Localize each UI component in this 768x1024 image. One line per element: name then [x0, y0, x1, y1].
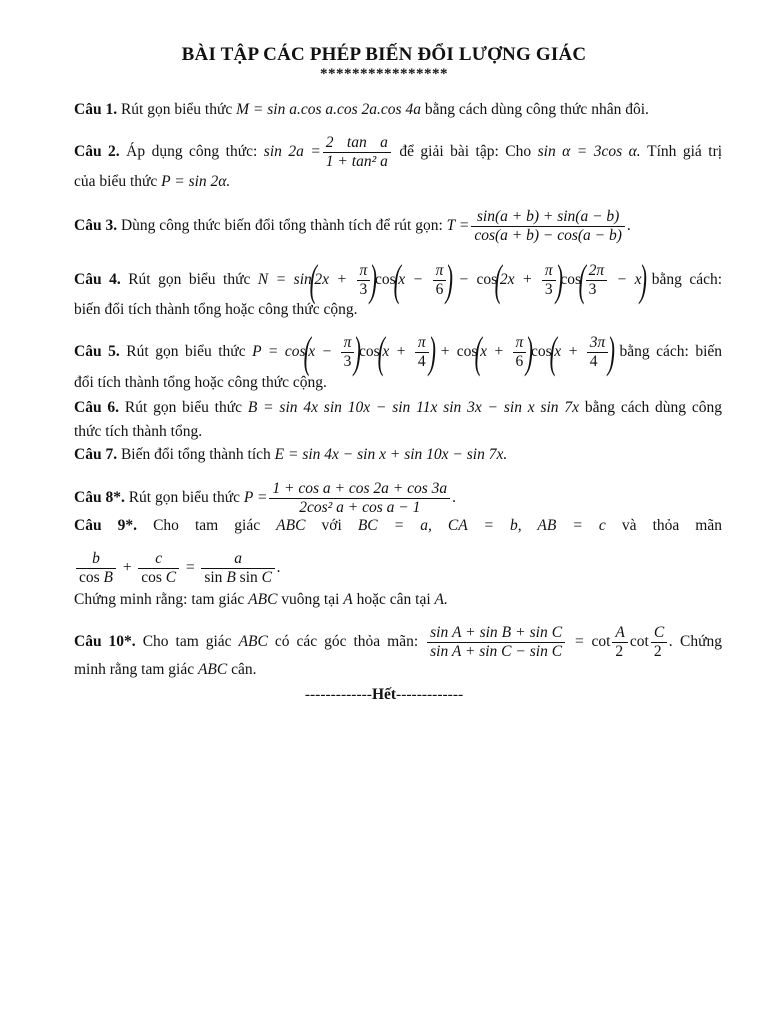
formula-condition: $\frac{b}{\text{cos B}}$ + $\frac{c}{\text{cos C}}$ = $\frac{a}{\text{sin B sin C}}$ .	[74, 559, 281, 576]
question-9: Câu 9*. Cho tam giác ABC với BC = a, CA = b, AB = c và thỏa mãn	[74, 517, 722, 534]
fraction: $\frac{\text{2 tan a}}{\text{1 + tan² a}}$	[323, 134, 391, 171]
formula-b: B = sin 4x sin 10x − sin 11x sin 3x − sin x sin 7x	[247, 399, 580, 416]
question-label: Câu 2.	[74, 143, 120, 161]
question-label: Câu 9*.	[74, 517, 137, 534]
question-10: Câu 10*. Cho tam giác ABC có các góc thỏa mãn: $\frac{\text{sin A + sin B + sin C}}{\text{sin A + sin C − sin C}}$ = cot $\frac{A}{2}$ cot $\frac{C}{2}$ . Chứng	[74, 624, 723, 660]
formula-e: E = sin 4x − sin x + sin 10x − sin 7x.	[274, 446, 508, 463]
question-label: Câu 4.	[74, 271, 121, 289]
question-label: Câu 5.	[74, 343, 120, 361]
question-8: Câu 8*. Rút gọn biểu thức P = $\frac{\text{1 + cos a + cos 2a + cos 3a}}{\text{2cos² a + cos a − 1}}$ .	[74, 480, 457, 516]
formula-angles: $\frac{\text{sin A + sin B + sin C}}{\text{sin A + sin C − sin C}}$ = cot $\frac{A}{2}$ cot $\frac{C}{2}$ .	[425, 633, 673, 650]
question-5: Câu 5. Rút gọn biểu thức P = cos(x − $\frac{\pi}{3}$ )cos(x + $\frac{\pi}{4}$ ) + cos(x + $\frac{\pi}{6}$ )cos(x + $\frac{3\pi}{4}$ ) bằng cách: biến	[74, 327, 723, 377]
question-10-cont: minh rằng tam giác ABC cân.	[74, 661, 257, 678]
page-title: BÀI TẬP CÁC PHÉP BIẾN ĐỔI LƯỢNG GIÁC	[181, 44, 587, 65]
question-label: Câu 1.	[74, 101, 118, 118]
question-6-cont: thức tích thành tổng.	[74, 423, 203, 440]
formula-m: M = sin a.cos a.cos 2a.cos 4a	[236, 101, 421, 118]
question-1: Câu 1. Rút gọn biểu thức M = sin a.cos a.cos 2a.cos 4a bằng cách dùng công thức nhân đôi.	[74, 101, 649, 118]
question-3: Câu 3. Dùng công thức biến đổi tổng thành tích để rút gọn: T = $\frac{\sin(a + b) + \sin(a - b)}{\cos(a + b) - \cos(a - b)}$ .	[74, 208, 631, 244]
question-2: Câu 2. Áp dụng công thức: sin 2a = $\frac{\text{2 tan a}}{\text{1 + tan² a}}$ để giải bài tập: Cho sin α = 3cos α. Tính giá trị	[74, 134, 723, 170]
question-5-cont: đổi tích thành tổng hoặc công thức cộng.	[74, 374, 327, 391]
question-label: Câu 3.	[74, 217, 118, 235]
question-9-cont: Chứng minh rằng: tam giác ABC vuông tại A hoặc cân tại A.	[74, 591, 448, 608]
formula-p: P = cos(x − $\frac{\pi}{3}$ )cos(x + $\frac{\pi}{4}$ ) + cos(x + $\frac{\pi}{6}$ )cos(x + $\frac{3\pi}{4}$ )	[252, 327, 616, 377]
question-7: Câu 7. Biến đổi tổng thành tích E = sin 4x − sin x + sin 10x − sin 7x.	[74, 446, 508, 463]
question-label: Câu 8*.	[74, 489, 125, 507]
question-label: Câu 7.	[74, 446, 118, 463]
question-label: Câu 10*.	[74, 633, 136, 651]
end-marker: -------------Hết-------------	[304, 686, 464, 703]
question-2-cont: của biểu thức P = sin 2α.	[74, 173, 231, 190]
question-4: Câu 4. Rút gọn biểu thức N = sin(2x + $\frac{\pi}{3}$ )cos(x − $\frac{\pi}{6}$ ) − cos(2x + $\frac{\pi}{3}$ )cos( $\frac{2\pi}{3}$ − x) bằng cách:	[74, 255, 723, 305]
question-4-cont: biến đổi tích thành tổng hoặc công thức cộng.	[74, 301, 358, 318]
question-9-formula	[74, 550, 722, 587]
fraction: $\frac{\text{1 + cos a + cos 2a + cos 3a}}{\text{2cos² a + cos a − 1}}$	[269, 480, 450, 517]
fraction: $\frac{\sin(a + b) + \sin(a - b)}{\cos(a + b) - \cos(a - b)}$	[471, 208, 625, 245]
question-label: Câu 6.	[74, 399, 120, 416]
title-underline-stars: ****************	[320, 66, 448, 82]
question-6: Câu 6. Rút gọn biểu thức B = sin 4x sin 10x − sin 11x sin 3x − sin x sin 7x bằng cách dùng công	[74, 399, 722, 416]
formula-n: N = sin(2x + $\frac{\pi}{3}$ )cos(x − $\frac{\pi}{6}$ ) − cos(2x + $\frac{\pi}{3}$ )cos( $\frac{2\pi}{3}$ − x)	[257, 255, 647, 305]
